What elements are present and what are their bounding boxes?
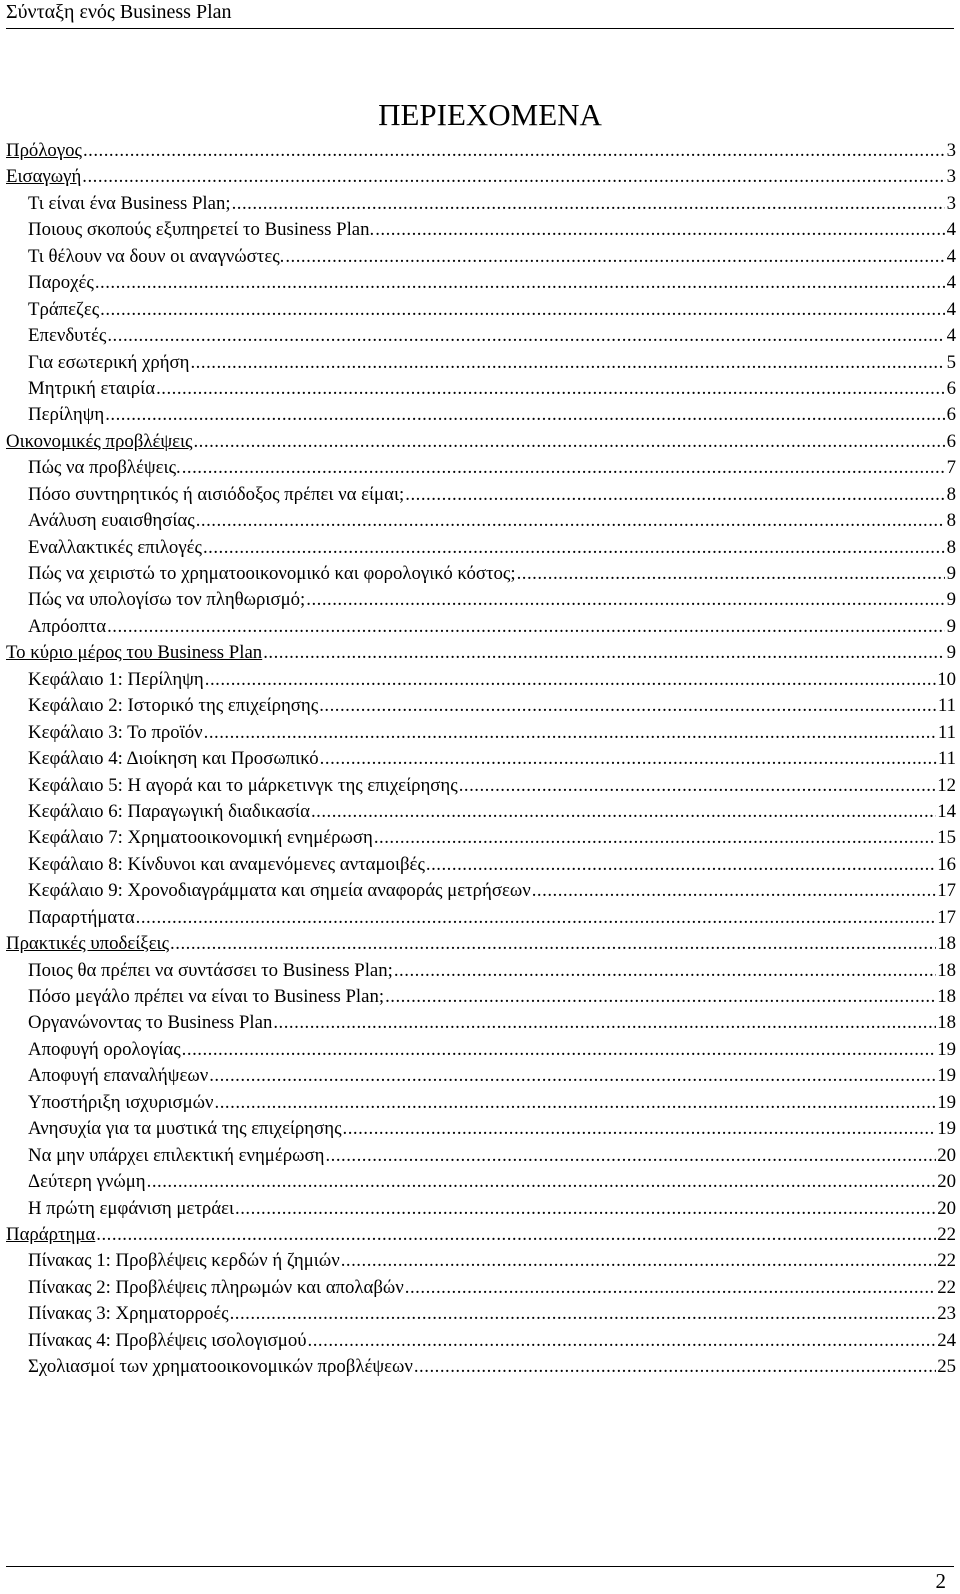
toc-subsection-entry[interactable] [6,482,956,508]
toc-entry-label[interactable]: Πώς να προβλέψεις. [28,457,181,479]
toc-entry-page-number: 16 [937,853,956,875]
toc-entry-page-number: 11 [937,695,956,717]
toc-dot-leader [235,1196,936,1222]
toc-entry-label[interactable]: Κεφάλαιο 9: Χρονοδιαγράμματα και σημεία αναφοράς μετρήσεων [28,880,531,902]
toc-subsection-entry[interactable] [6,561,956,587]
toc-entry-page-number: 3 [946,192,956,214]
toc-entry-page-number: 23 [937,1303,956,1325]
toc-dot-leader [343,1116,937,1142]
toc-dot-leader [405,1275,936,1301]
toc-section-entry[interactable] [6,429,956,455]
toc-dot-leader [311,799,936,825]
toc-entry-page-number: 18 [937,933,956,955]
toc-entry-label[interactable]: Επενδυτές [28,325,107,347]
toc-entry-page-number: 20 [937,1171,956,1193]
toc-entry-page-number: 8 [946,483,956,505]
toc-entry-label[interactable]: Αποφυγή ορολογίας [28,1038,181,1060]
toc-entry-page-number: 17 [937,906,956,928]
toc-dot-leader [319,693,937,719]
toc-entry-label[interactable]: Οικονομικές προβλέψεις [6,430,193,452]
toc-entry-page-number: 6 [946,430,956,452]
toc-entry-page-number: 6 [946,404,956,426]
toc-subsection-entry[interactable] [6,905,956,931]
toc-entry-page-number: 15 [937,827,956,849]
toc-dot-leader [95,270,945,296]
toc-entry-page-number: 4 [946,298,956,320]
toc-entry-label[interactable]: Πόσο συντηρητικός ή αισιόδοξος πρέπει να είμαι; [28,483,405,505]
toc-entry-label[interactable]: Τι είναι ένα Business Plan; [28,192,231,214]
toc-subsection-entry[interactable] [6,614,956,640]
toc-entry-page-number: 18 [937,986,956,1007]
toc-entry-page-number: 19 [937,1118,956,1140]
toc-entry-page-number: 25 [937,1356,956,1378]
toc-subsection-entry[interactable] [6,1328,956,1354]
toc-entry-page-number: 5 [946,351,956,373]
toc-entry-page-number: 20 [937,1197,956,1219]
toc-dot-leader [136,905,937,931]
toc-entry-label[interactable]: Πίνακας 4: Προβλέψεις ισολογισμού [28,1329,307,1351]
toc-subsection-entry[interactable] [6,852,956,878]
toc-entry-page-number: 9 [946,642,956,664]
toc-dot-leader [83,138,945,164]
toc-subsection-entry[interactable] [6,535,956,561]
toc-entry-label[interactable]: Πίνακας 2: Προβλέψεις πληρωμών και απολαβών [28,1276,404,1298]
toc-entry-page-number: 4 [946,272,956,294]
toc-dot-leader [273,1010,936,1036]
toc-dot-leader [205,667,936,693]
toc-dot-leader [193,429,945,455]
toc-entry-label[interactable]: Παροχές [28,272,94,294]
toc-entry-page-number: 12 [937,774,956,796]
toc-section-entry[interactable] [6,164,956,190]
toc-subsection-entry[interactable] [6,323,956,349]
toc-subsection-entry[interactable] [6,376,956,402]
toc-entry-label[interactable]: Πρόλογος [6,140,82,161]
toc-dot-leader [285,244,945,270]
toc-entry-label[interactable]: Κεφάλαιο 1: Περίληψη [28,668,204,690]
toc-subsection-entry[interactable] [6,1090,956,1116]
toc-dot-leader [215,1090,937,1116]
toc-dot-leader [96,1222,936,1248]
toc-entry-label[interactable]: Αποφυγή επαναλήψεων [28,1065,209,1087]
toc-dot-leader [107,323,945,349]
toc-entry-label[interactable]: Το κύριο μέρος του Business Plan [6,642,263,664]
toc-entry-page-number: 8 [946,536,956,558]
toc-entry-label[interactable]: Εισαγωγή [6,166,82,188]
toc-dot-leader [156,376,945,402]
toc-subsection-entry[interactable] [6,720,956,746]
toc-entry-page-number: 11 [937,721,956,743]
toc-subsection-entry[interactable] [6,455,956,481]
toc-dot-leader [182,455,945,481]
toc-subsection-entry[interactable] [6,508,956,534]
toc-entry-label[interactable]: Να μην υπάρχει επιλεκτική ενημέρωση [28,1144,325,1166]
toc-dot-leader [517,561,945,587]
toc-dot-leader [374,825,936,851]
toc-entry-page-number: 19 [937,1065,956,1087]
toc-dot-leader [203,535,945,561]
toc-entry-label[interactable]: Κεφάλαιο 7: Χρηματοοικονομική ενημέρωση [28,827,373,849]
toc-entry-page-number: 4 [946,245,956,267]
toc-entry-label[interactable]: Περίληψη [28,404,105,426]
toc-entry-page-number: 19 [937,1038,956,1060]
toc-dot-leader [385,984,936,1010]
toc-subsection-entry[interactable] [6,1301,956,1327]
toc-entry-page-number: 11 [937,748,956,770]
toc-entry-label[interactable]: Πόσο μεγάλο πρέπει να είναι το Business Plan; [28,986,385,1007]
toc-subsection-entry[interactable] [6,270,956,296]
toc-dot-leader [100,297,945,323]
toc-entry-page-number: 18 [937,1012,956,1034]
toc-entry-label[interactable]: Πώς να υπολογίσω τον πληθωρισμό; [28,589,306,611]
toc-entry-label[interactable]: Κεφάλαιο 6: Παραγωγική διαδικασία [28,800,310,822]
toc-entry-page-number: 14 [937,800,956,822]
toc-entry-label[interactable]: Παράρτημα [6,1223,96,1245]
toc-section-entry[interactable] [6,640,956,666]
toc-entry-page-number: 22 [937,1250,956,1272]
toc-subsection-entry[interactable] [6,984,956,1010]
toc-entry-label[interactable]: Μητρική εταιρία [28,377,156,399]
toc-subsection-entry[interactable] [6,799,956,825]
toc-entry-page-number: 10 [937,668,956,690]
toc-entry-label[interactable]: Παραρτήματα [28,906,135,928]
toc-entry-label[interactable]: Πρακτικές υποδείξεις [6,933,170,955]
toc-dot-leader [341,1248,937,1274]
toc-dot-leader [232,191,945,217]
toc-entry-label[interactable]: Η πρώτη εμφάνιση μετράει [28,1197,235,1219]
toc-entry-label[interactable]: Ποιος θα πρέπει να συντάσσει το Business Plan; [28,959,393,981]
toc-subsection-entry[interactable] [6,1010,956,1036]
toc-entry-label[interactable]: Κεφάλαιο 4: Διοίκηση και Προσωπικό [28,748,319,770]
toc-subsection-entry[interactable] [6,1037,956,1063]
toc-entry-page-number: 3 [946,140,956,161]
toc-entry-label[interactable]: Ποιους σκοπούς εξυπηρετεί το Business Plan. [28,219,375,241]
toc-dot-leader [196,508,945,534]
header-divider [6,28,954,29]
toc-dot-leader [209,1063,936,1089]
toc-entry-label[interactable]: Απρόοπτα [28,615,107,637]
toc-dot-leader [306,587,945,613]
toc-entry-label[interactable]: Πίνακας 3: Χρηματορροές [28,1303,229,1325]
running-header: Σύνταξη ενός Business Plan [6,1,232,23]
toc-entry-page-number: 20 [937,1144,956,1166]
toc-entry-label[interactable]: Κεφάλαιο 2: Ιστορικό της επιχείρησης [28,695,319,717]
toc-subsection-entry[interactable] [6,1116,956,1142]
toc-dot-leader [394,958,936,984]
toc-dot-leader [325,1143,936,1169]
toc-section-entry[interactable] [6,138,956,164]
toc-dot-leader [107,614,945,640]
toc-subsection-entry[interactable] [6,958,956,984]
toc-dot-leader [375,217,945,243]
toc-entry-label[interactable]: Ανησυχία για τα μυστικά της επιχείρησης [28,1118,342,1140]
toc-dot-leader [426,852,936,878]
toc-subsection-entry[interactable] [6,1275,956,1301]
toc-dot-leader [414,1354,936,1380]
toc-dot-leader [105,402,945,428]
toc-entry-label[interactable]: Ανάλυση ευαισθησίας [28,510,195,532]
toc-dot-leader [82,164,945,190]
toc-entry-page-number: 9 [946,563,956,584]
toc-dot-leader [263,640,945,666]
toc-entry-label[interactable]: Δεύτερη γνώμη [28,1171,146,1193]
toc-subsection-entry[interactable] [6,878,956,904]
page-number: 2 [935,1569,946,1593]
toc-subsection-entry[interactable] [6,667,956,693]
toc-dot-leader [320,746,937,772]
toc-dot-leader [405,482,945,508]
toc-section-entry[interactable] [6,931,956,957]
toc-dot-leader [204,720,937,746]
toc-entry-page-number: 4 [946,219,956,241]
toc-subsection-entry[interactable] [6,825,956,851]
toc-subsection-entry[interactable] [6,587,956,613]
toc-entry-page-number: 22 [937,1223,956,1245]
toc-entry-page-number: 22 [937,1276,956,1298]
toc-entry-label[interactable]: Υποστήριξη ισχυρισμών [28,1091,214,1113]
toc-dot-leader [147,1169,937,1195]
toc-subsection-entry[interactable] [6,350,956,376]
toc-subsection-entry[interactable] [6,217,956,243]
toc-subsection-entry[interactable] [6,1169,956,1195]
toc-subsection-entry[interactable] [6,191,956,217]
toc-subsection-entry[interactable] [6,1354,956,1380]
toc-entry-label[interactable]: Εναλλακτικές επιλογές [28,536,202,558]
toc-entry-label[interactable]: Κεφάλαιο 8: Κίνδυνοι και αναμενόμενες ανταμοιβές [28,853,425,875]
footer-divider [6,1566,954,1567]
table-of-contents [6,138,956,1381]
toc-entry-label[interactable]: Σχολιασμοί των χρηματοοικονομικών προβλέψεων [28,1356,413,1378]
page-title: ΠΕΡΙΕΧΟΜΕΝΑ [378,96,602,132]
toc-entry-page-number: 18 [937,959,956,981]
toc-entry-label[interactable]: Για εσωτερική χρήση [28,351,190,373]
toc-entry-page-number: 17 [937,880,956,902]
toc-dot-leader [182,1037,937,1063]
toc-entry-label[interactable]: Πίνακας 1: Προβλέψεις κερδών ή ζημιών [28,1250,340,1272]
toc-subsection-entry[interactable] [6,746,956,772]
toc-subsection-entry[interactable] [6,1063,956,1089]
toc-entry-page-number: 19 [937,1091,956,1113]
toc-entry-label[interactable]: Τι θέλουν να δουν οι αναγνώστες. [28,245,285,267]
toc-dot-leader [230,1301,937,1327]
toc-entry-page-number: 9 [946,615,956,637]
toc-dot-leader [459,773,937,799]
toc-subsection-entry[interactable] [6,1143,956,1169]
toc-dot-leader [190,350,945,376]
toc-section-entry[interactable] [6,1222,956,1248]
toc-entry-label[interactable]: Οργανώνοντας το Business Plan [28,1012,273,1034]
toc-entry-page-number: 8 [946,510,956,532]
toc-entry-label[interactable]: Τράπεζες [28,298,100,320]
toc-subsection-entry[interactable] [6,1248,956,1274]
toc-subsection-entry[interactable] [6,1196,956,1222]
toc-entry-page-number: 6 [946,377,956,399]
toc-entry-page-number: 24 [937,1329,956,1351]
toc-subsection-entry[interactable] [6,297,956,323]
toc-dot-leader [532,878,936,904]
toc-subsection-entry[interactable] [6,773,956,799]
toc-entry-label[interactable]: Κεφάλαιο 5: Η αγορά και το μάρκετινγκ της επιχείρησης [28,774,458,796]
toc-dot-leader [308,1328,937,1354]
toc-entry-label[interactable]: Κεφάλαιο 3: Το προϊόν [28,721,203,743]
toc-dot-leader [170,931,936,957]
toc-entry-page-number: 3 [946,166,956,188]
toc-entry-page-number: 7 [946,457,956,479]
toc-subsection-entry[interactable] [6,693,956,719]
toc-entry-page-number: 9 [946,589,956,611]
toc-subsection-entry[interactable] [6,244,956,270]
toc-subsection-entry[interactable] [6,402,956,428]
toc-entry-page-number: 4 [946,325,956,347]
toc-entry-label[interactable]: Πώς να χειριστώ το χρηματοοικονομικό και φορολογικό κόστος; [28,563,516,584]
